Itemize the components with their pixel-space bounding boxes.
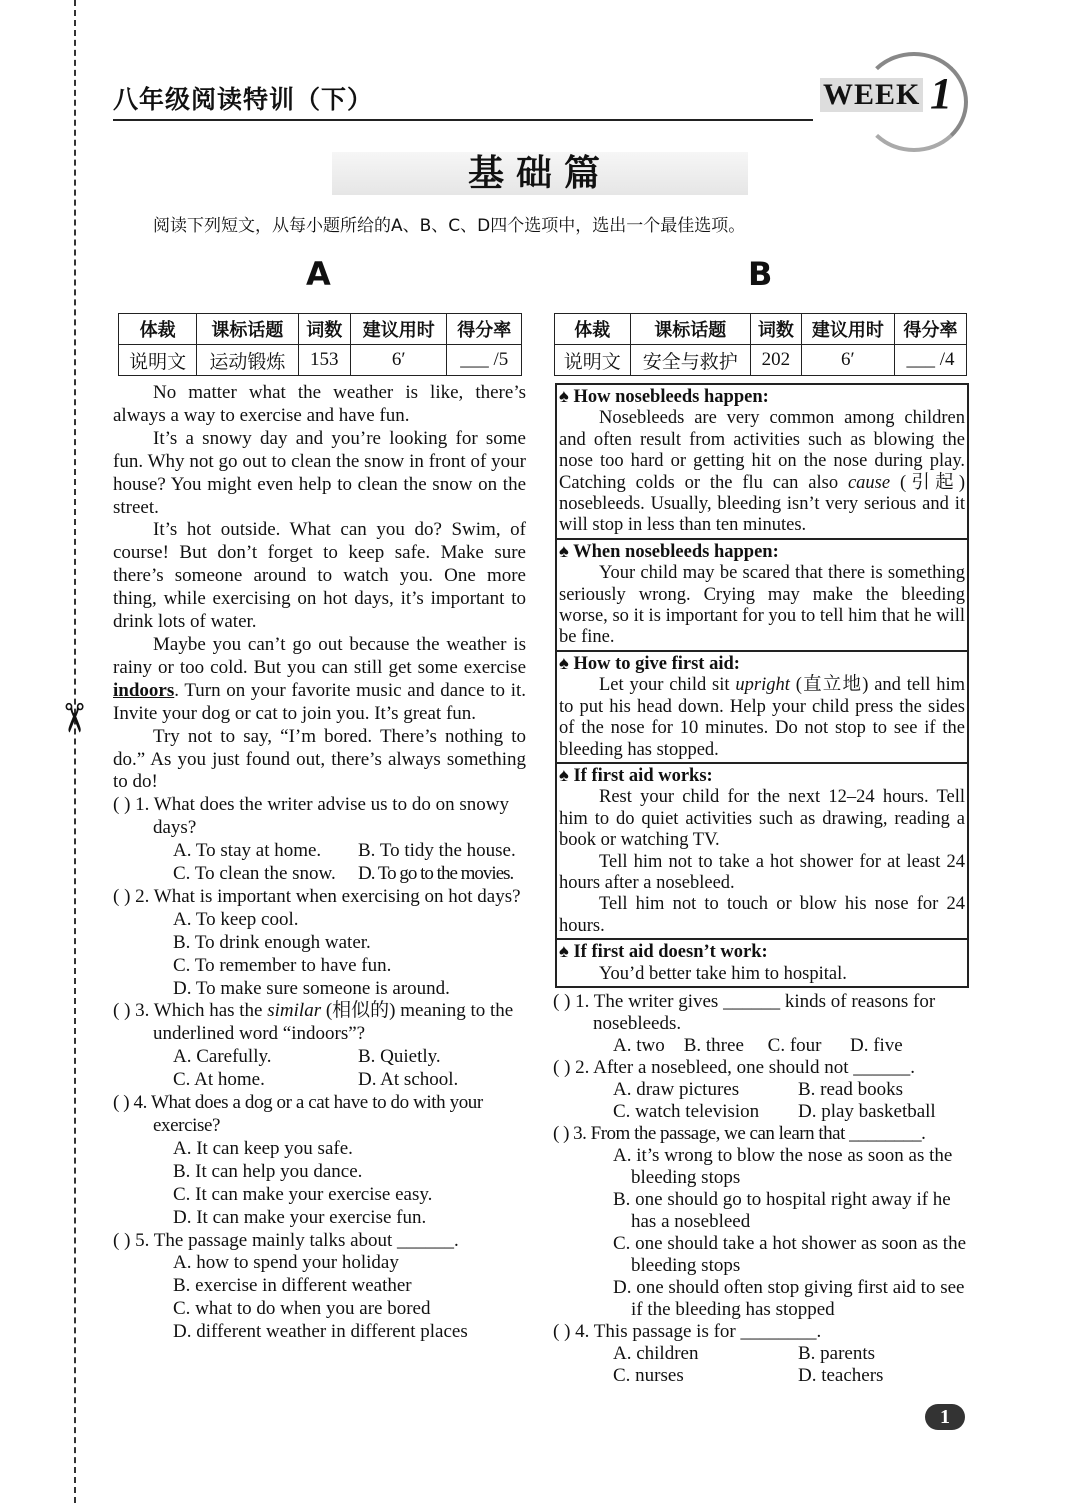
cell: 153 xyxy=(298,345,351,376)
question-stem: ( ) 4. This passage is for ________. xyxy=(553,1321,822,1342)
score-cell: ___ /4 xyxy=(894,345,966,376)
question-stem: ( ) 1. What does the writer advise us to do on snowy days? xyxy=(113,794,509,839)
cell: 6′ xyxy=(351,345,447,376)
option: A. To keep cool. xyxy=(173,908,299,930)
paragraph: You’d better take him to hospital. xyxy=(599,963,847,984)
options xyxy=(553,1343,968,1365)
option: D. one should often stop giving first aid to see if the bleeding has stopped xyxy=(613,1277,965,1320)
header-cell: 得分率 xyxy=(447,314,522,345)
option: C. watch television xyxy=(613,1101,760,1122)
passage-section xyxy=(557,652,967,764)
option: A. draw pictures xyxy=(613,1079,740,1100)
header-cell: 体裁 xyxy=(555,314,631,345)
passage-section xyxy=(557,540,967,652)
paragraph: Rest your child for the next 12–24 hours. Tell him to do quiet activities such as drawing, reading a book or watching TV. xyxy=(559,787,965,851)
option: B. To tidy the house. xyxy=(358,840,516,862)
paragraph xyxy=(113,634,526,726)
option: D. To make sure someone is around. xyxy=(173,977,450,999)
question-stem: ( ) 1. The writer gives ______ kinds of reasons for nosebleeds. xyxy=(553,991,936,1034)
question-stem: ( ) 3. From the passage, we can learn that ________. xyxy=(553,1123,926,1144)
option: A. Carefully. xyxy=(173,1046,272,1068)
book-title: 八年级阅读特训（下） xyxy=(113,85,374,114)
section-heading: ♠ How nosebleeds happen: xyxy=(559,387,769,407)
question-stem xyxy=(113,1000,526,1046)
option: C. nurses xyxy=(613,1365,684,1386)
text: (直立地) and tell him to put his head down. Help your child press the sides of the nose for 10 minutes. Do not stop to see if the bleeding has stopped. xyxy=(559,675,965,760)
paragraph: No matter what the weather is like, there’s always a way to exercise and have fun. xyxy=(113,382,526,426)
question-stem: ( ) 2. What is important when exercising on hot days? xyxy=(113,885,521,907)
text: Let your child sit xyxy=(599,675,736,696)
header-cell: 词数 xyxy=(750,314,801,345)
option: A. it’s wrong to blow the nose as soon as the bleeding stops xyxy=(613,1145,953,1188)
page-number: 1 xyxy=(925,1404,965,1430)
options xyxy=(113,840,526,863)
scissors-icon: ✂ xyxy=(49,701,96,735)
option: A. two xyxy=(613,1035,665,1056)
week-number: 1 xyxy=(930,69,952,118)
section-heading: ♠ When nosebleeds happen: xyxy=(559,541,779,562)
section-b-label: B xyxy=(748,255,773,293)
cell: 说明文 xyxy=(555,345,631,376)
paragraph: Your child may be scared that there is something seriously wrong. Crying may make the bleeding worse, so it is important for you to tell him that he will be fine. xyxy=(559,563,965,648)
cut-line xyxy=(74,0,76,1503)
text: ( ) 3. Which has the xyxy=(113,1000,268,1022)
options xyxy=(113,1046,526,1069)
italic-word: upright xyxy=(735,675,790,696)
passage-a xyxy=(113,382,526,1344)
option: B. read books xyxy=(798,1079,904,1100)
option: B. It can help you dance. xyxy=(173,1160,363,1182)
instruction: 阅读下列短文，从每小题所给的A、B、C、D四个选项中，选出一个最佳选项。 xyxy=(153,216,746,236)
paragraph: Try not to say, “I’m bored. There’s nothing to do.” As you just found out, there’s always something to do! xyxy=(113,725,526,793)
text: (相似的) meaning to the underlined word “indoors”? xyxy=(153,1000,514,1045)
passage-b-info-table xyxy=(554,313,967,376)
options xyxy=(553,1079,968,1101)
italic-word: similar xyxy=(267,1000,322,1022)
passage-section xyxy=(557,764,967,940)
option: A. how to spend your holiday xyxy=(173,1252,399,1274)
header-cell: 得分率 xyxy=(894,314,966,345)
question-stem: ( ) 4. What does a dog or a cat have to do with your exercise? xyxy=(113,1092,483,1136)
text: (引起) nosebleeds. Usually, bleeding isn’t very serious and it will stop in less than ten minutes. xyxy=(559,472,965,536)
option: D. It can make your exercise fun. xyxy=(173,1206,427,1228)
question-stem: ( ) 2. After a nosebleed, one should not ______. xyxy=(553,1057,915,1078)
paragraph xyxy=(559,408,965,536)
option: B. one should go to hospital right away if he has a nosebleed xyxy=(613,1189,951,1232)
section-heading: ♠ If first aid works: xyxy=(559,765,713,786)
cell: 202 xyxy=(750,345,801,376)
underlined-word: indoors xyxy=(113,679,175,701)
section-banner: 基础篇 xyxy=(332,152,748,195)
passage-section xyxy=(557,385,967,540)
option: C. To clean the snow. xyxy=(173,863,336,885)
options xyxy=(553,1035,968,1057)
text: Maybe you can’t go out because the weather is rainy or too cold. But you can still get some exercise xyxy=(113,633,526,678)
options xyxy=(553,1101,968,1123)
option: D. At school. xyxy=(358,1069,459,1091)
cell: 运动锻炼 xyxy=(197,345,298,376)
header-cell: 建议用时 xyxy=(351,314,447,345)
question-stem: ( ) 5. The passage mainly talks about ______. xyxy=(113,1229,459,1251)
option: C. one should take a hot shower as soon as the bleeding stops xyxy=(613,1233,967,1276)
option: D. five xyxy=(849,1035,903,1056)
section-a-label: A xyxy=(306,255,331,293)
option: C. what to do when you are bored xyxy=(173,1298,431,1320)
paragraph: It’s hot outside. What can you do? Swim, of course! But don’t forget to keep safe. Make sure there’s someone around to watch you. One more thing, while exercising on hot days, it’s important to drink lots of water. xyxy=(113,519,526,633)
passage-b xyxy=(555,383,969,988)
text: . Turn on your favorite music and dance to it. Invite your dog or cat to join you. It’s great fun. xyxy=(113,679,526,724)
options xyxy=(113,1069,526,1092)
paragraph: Tell him not to take a hot shower for at least 24 hours after a nosebleed. xyxy=(559,851,965,893)
header-cell: 课标话题 xyxy=(630,314,750,345)
header-cell: 词数 xyxy=(298,314,351,345)
score-cell: ___ /5 xyxy=(447,345,522,376)
section-heading: ♠ If first aid doesn’t work: xyxy=(559,942,768,963)
paragraph xyxy=(559,675,965,761)
option: D. different weather in different places xyxy=(173,1321,468,1343)
header-cell: 课标话题 xyxy=(197,314,298,345)
header-cell: 体裁 xyxy=(119,314,197,345)
option: B. parents xyxy=(798,1343,876,1364)
option: B. three xyxy=(683,1035,744,1056)
passage-section xyxy=(557,940,967,986)
cell: 说明文 xyxy=(119,345,197,376)
header-rule xyxy=(113,119,813,121)
text: Nosebleeds are very common among children and often result from activities such as blowing the nose too hard or getting hit on the nose during play. Catching colds or the flu can also xyxy=(559,408,965,493)
section-heading: ♠ How to give first aid: xyxy=(559,653,740,674)
header-cell: 建议用时 xyxy=(801,314,894,345)
options xyxy=(113,863,526,886)
option: D. teachers xyxy=(798,1365,884,1386)
italic-word: cause xyxy=(847,472,891,493)
passage-a-info-table xyxy=(118,313,522,376)
option: C. At home. xyxy=(173,1069,265,1091)
option: B. To drink enough water. xyxy=(173,931,371,953)
option: D. play basketball xyxy=(798,1101,936,1122)
questions-b xyxy=(553,991,968,1387)
paragraph: Tell him not to touch or blow his nose for 24 hours. xyxy=(559,894,965,936)
cell: 安全与救护 xyxy=(630,345,750,376)
option: A. children xyxy=(613,1343,699,1364)
option: C. To remember to have fun. xyxy=(173,954,392,976)
options xyxy=(553,1365,968,1387)
option: B. Quietly. xyxy=(358,1046,441,1068)
option: D. To go to the movies. xyxy=(358,863,514,885)
option: A. It can keep you safe. xyxy=(173,1137,353,1159)
option: C. It can make your exercise easy. xyxy=(173,1183,433,1205)
cell: 6′ xyxy=(801,345,894,376)
option: C. four xyxy=(767,1035,822,1056)
option: A. To stay at home. xyxy=(173,840,322,862)
option: B. exercise in different weather xyxy=(173,1275,412,1297)
week-label: WEEK xyxy=(820,78,923,112)
paragraph: It’s a snowy day and you’re looking for some fun. Why not go out to clean the snow in front of your house? You might even help to clean the snow on the street. xyxy=(113,427,526,518)
